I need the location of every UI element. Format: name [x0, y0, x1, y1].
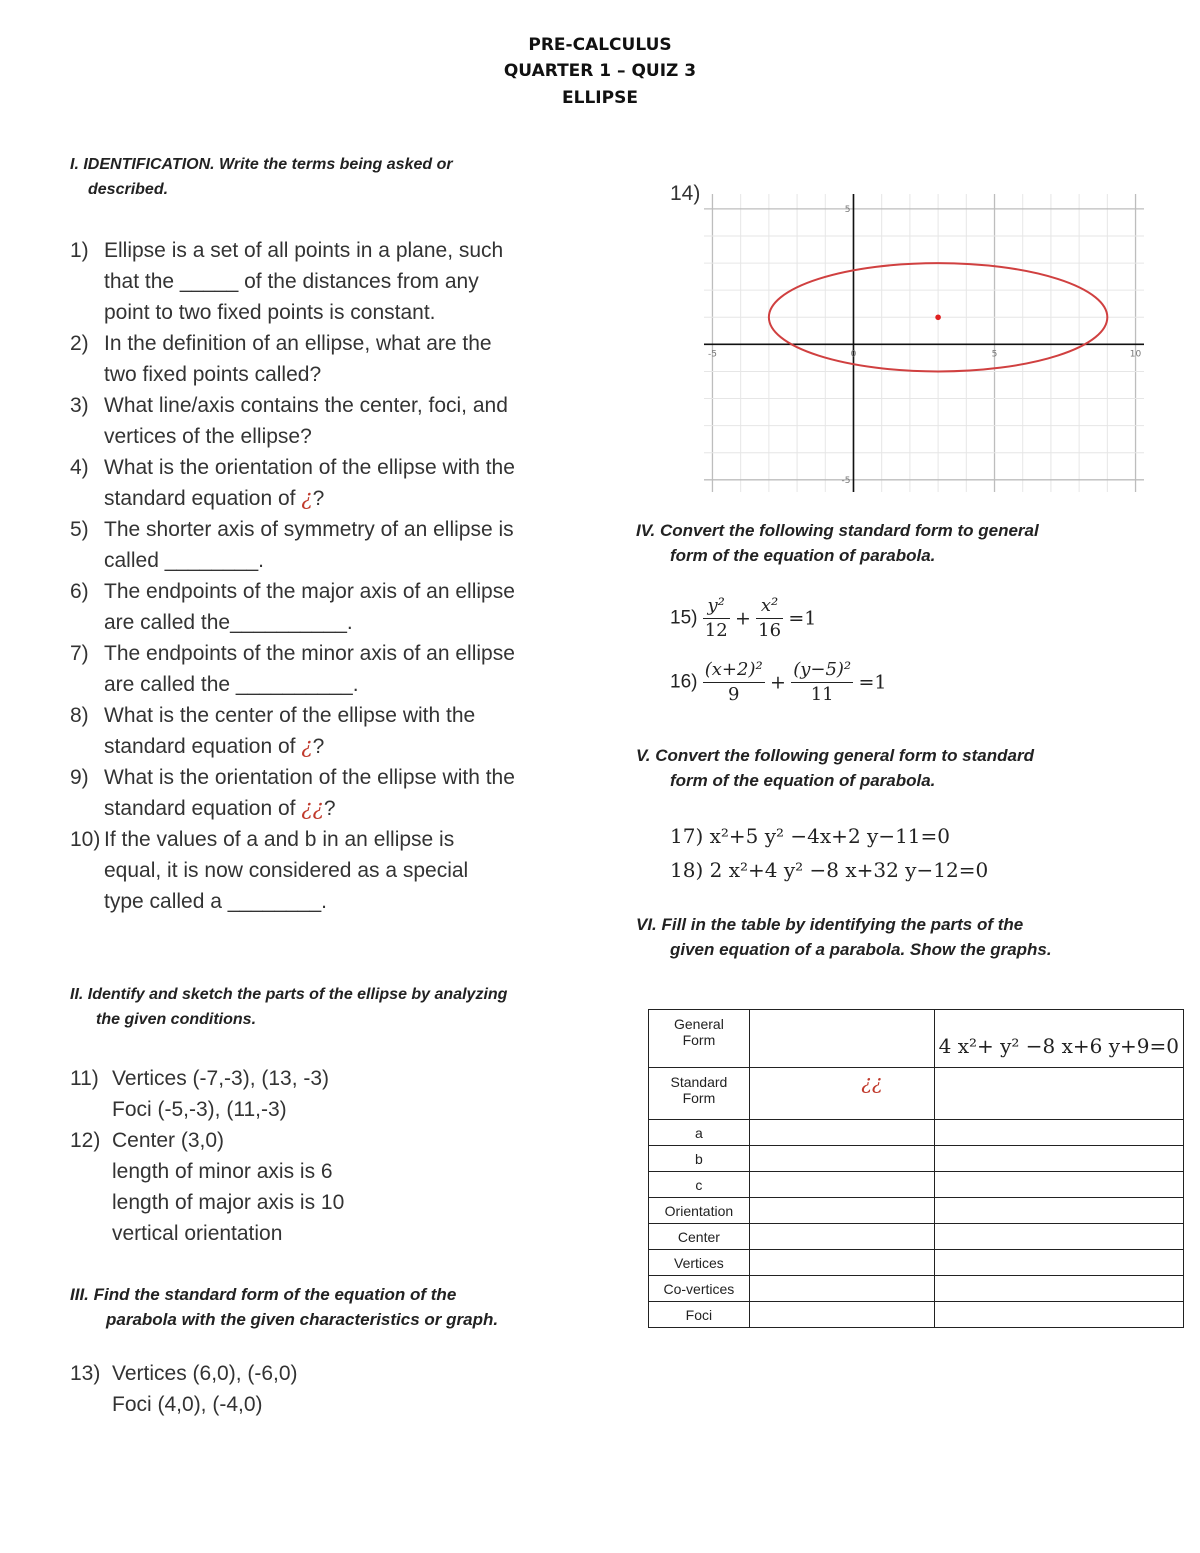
table-cell[interactable] [749, 1224, 934, 1250]
table-row [649, 1146, 1184, 1172]
table-row-label: b [649, 1146, 750, 1172]
y-tick-label: -5 [841, 475, 851, 486]
question-5: 5) The shorter axis of symmetry of an ellipse is called ________. [70, 518, 514, 572]
title-line-1: PRE-CALCULUS [528, 35, 672, 55]
question-10: 10) If the values of a and b in an ellipse is equal, it is now considered as a special type called a ________. [70, 828, 469, 913]
table-row-label: General Form [649, 1010, 750, 1068]
table-row [649, 1224, 1184, 1250]
y-tick-label: 5 [844, 204, 851, 215]
table-cell[interactable] [935, 1250, 1184, 1276]
standard-form-value: ¿¿ [861, 1070, 883, 1094]
title-line-3: ELLIPSE [562, 88, 638, 108]
table-cell[interactable] [749, 1276, 934, 1302]
ellipse-center-point [935, 314, 941, 320]
table-cell[interactable] [749, 1010, 934, 1068]
question-11: 11) Vertices (-7,-3), (13, -3) Foci (-5,-3), (11,-3) [70, 1067, 330, 1121]
table-cell[interactable] [935, 1146, 1184, 1172]
table-cell[interactable] [749, 1146, 934, 1172]
table-cell[interactable] [935, 1068, 1184, 1120]
table-row-label: Foci [649, 1302, 750, 1328]
table-cell[interactable] [935, 1120, 1184, 1146]
table-cell[interactable] [935, 1302, 1184, 1328]
question-12: 12) Center (3,0) length of minor axis is 6 length of major axis is 10 vertical orientation [70, 1129, 345, 1245]
question-15: 15) $\frac{\text{y²}}{12}$ + $\frac{\text{x²}}{16}$ =1 [670, 595, 817, 641]
table-cell[interactable] [749, 1250, 934, 1276]
question-6: 6) The endpoints of the major axis of an ellipse are called the__________. [70, 580, 515, 634]
general-form-equation: 4 x²+ y² −8 x+6 y+9=0 [938, 1033, 1179, 1058]
table-row [649, 1302, 1184, 1328]
x-tick-label: 0 [850, 349, 857, 360]
table-cell[interactable] [749, 1198, 934, 1224]
question-7: 7) The endpoints of the minor axis of an ellipse are called the __________. [70, 642, 515, 696]
table-cell[interactable] [749, 1302, 934, 1328]
table-row [649, 1250, 1184, 1276]
question-8: 8) What is the center of the ellipse with the standard equation of ¿? [70, 704, 476, 758]
table-cell[interactable] [749, 1172, 934, 1198]
section-6-title: VI. Fill in the table by identifying the parts of the given equation of a parabola. Show the graphs. [636, 915, 1052, 959]
x-tick-label: 10 [1129, 349, 1142, 360]
table-cell[interactable] [935, 1198, 1184, 1224]
question-9: 9) What is the orientation of the ellipse with the standard equation of ¿¿? [70, 766, 515, 820]
x-tick-label: -5 [707, 349, 717, 360]
section-3-title: III. Find the standard form of the equation of the parabola with the given characteristics or graph. [70, 1285, 499, 1329]
table-row-label: Center [649, 1224, 750, 1250]
table-row-label: Orientation [649, 1198, 750, 1224]
x-tick-label: 5 [991, 349, 998, 360]
table-row-label: a [649, 1120, 750, 1146]
table-row [649, 1120, 1184, 1146]
table-row-label: Vertices [649, 1250, 750, 1276]
question-1: 1) Ellipse is a set of all points in a plane, such that the _____ of the distances from any point to two fixed points is constant. [70, 239, 504, 324]
question-13: 13) Vertices (6,0), (-6,0) Foci (4,0), (-4,0) [70, 1362, 298, 1416]
table-cell[interactable] [935, 1276, 1184, 1302]
ellipse-graph [704, 194, 1144, 492]
table-row [649, 1068, 1184, 1120]
question-17: 17) x²+5 y² −4x+2 y−11=0 [670, 824, 951, 848]
section-5-title: V. Convert the following general form to standard form of the equation of parabola. [636, 746, 1034, 790]
table-row [649, 1198, 1184, 1224]
table-row-label: Standard Form [649, 1068, 750, 1120]
question-14-label: 14) [670, 182, 701, 205]
question-18: 18) 2 x²+4 y² −8 x+32 y−12=0 [670, 858, 989, 882]
table-cell[interactable] [935, 1224, 1184, 1250]
table-row-label: c [649, 1172, 750, 1198]
parabola-parts-table [648, 1009, 1184, 1328]
question-3: 3) What line/axis contains the center, foci, and vertices of the ellipse? [70, 394, 508, 448]
graph-ticks [708, 205, 1142, 486]
section-1-questions [70, 235, 570, 917]
section-4-title: IV. Convert the following standard form to general form of the equation of parabola. [636, 521, 1039, 565]
table-cell[interactable] [749, 1068, 934, 1120]
question-4: 4) What is the orientation of the ellipse with the standard equation of ¿? [70, 456, 515, 510]
table-row [649, 1010, 1184, 1068]
table-row [649, 1276, 1184, 1302]
graph-axes [704, 194, 1144, 492]
section-2-title: II. Identify and sketch the parts of the ellipse by analyzing the given conditions. [70, 986, 508, 1028]
section-1-title: I. IDENTIFICATION. Write the terms being asked or described. [70, 156, 453, 198]
question-16: 16) $\frac{\text{(x+2)²}}{9}$ + $\frac{\text{(y−5)²}}{11}$ =1 [670, 659, 887, 705]
table-row [649, 1172, 1184, 1198]
table-cell[interactable] [935, 1172, 1184, 1198]
title-line-2: QUARTER 1 – QUIZ 3 [503, 61, 697, 81]
table-cell[interactable] [749, 1120, 934, 1146]
table-row-label: Co-vertices [649, 1276, 750, 1302]
table-cell[interactable] [935, 1010, 1184, 1068]
graph-grid [704, 194, 1144, 492]
question-2: 2) In the definition of an ellipse, what are the two fixed points called? [70, 332, 492, 386]
